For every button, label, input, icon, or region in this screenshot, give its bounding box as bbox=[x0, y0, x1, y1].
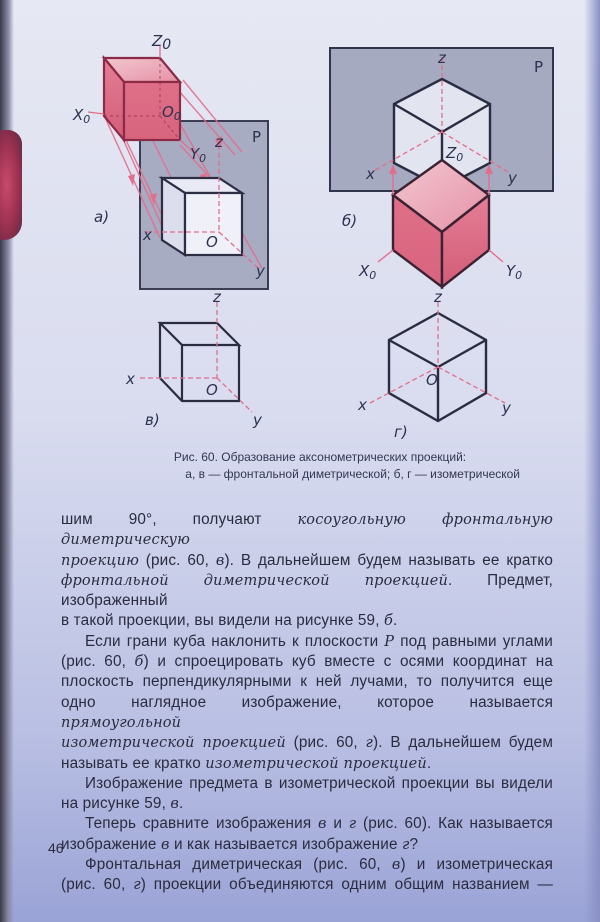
axis-z-label-g: z bbox=[434, 288, 442, 306]
text-line: проекцию (рис. 60, в). В дальнейшем будем называть ее кратко bbox=[61, 551, 553, 569]
axis-z0-label-b: $Z_0$ bbox=[446, 144, 464, 164]
figure-60 bbox=[0, 0, 600, 450]
text-line: изображение в и как называется изображение г? bbox=[61, 835, 419, 853]
origin-label-v: O bbox=[206, 381, 218, 399]
panel-a-label: а) bbox=[94, 208, 110, 226]
cube-v bbox=[160, 323, 239, 401]
caption-line-2: а, в — фронтальной диметрической; б, г — изометрической bbox=[185, 467, 520, 481]
axis-y-label: y bbox=[256, 262, 265, 280]
axis-z0-label: Z0 bbox=[152, 32, 172, 53]
axis-x-label-v: x bbox=[126, 370, 135, 388]
origin-label: O bbox=[206, 233, 218, 251]
projected-cube bbox=[162, 178, 242, 255]
plane-label: P bbox=[252, 128, 262, 146]
axis-x-label-g: x bbox=[358, 396, 367, 414]
origin-o0-label: $O_0$ bbox=[162, 103, 181, 123]
plane-label-b: P bbox=[534, 58, 544, 76]
axis-x0-label: $X_0$ bbox=[73, 106, 91, 126]
panel-g bbox=[357, 288, 512, 441]
panel-a bbox=[72, 32, 268, 289]
text-line: плоскость перпендикулярными к ней лучами, то получится еще bbox=[61, 673, 553, 691]
axis-z-label-b: z bbox=[438, 49, 446, 67]
text-line: Изображение предмета в изометрической проекции вы видели bbox=[85, 774, 553, 792]
figure-caption bbox=[120, 449, 520, 483]
text-line: изометрической проекцией (рис. 60, г). В дальнейшем будем bbox=[61, 734, 553, 752]
text-line: Если грани куба наклонить к плоскости P под равными углами bbox=[85, 632, 554, 650]
axis-x0-label-b: $X_0$ bbox=[359, 262, 377, 282]
axis-y0-label: $Y_0$ bbox=[190, 145, 207, 165]
axis-z-label: z bbox=[215, 133, 223, 151]
caption-line-1: Рис. 60. Образование аксонометрических проекций: bbox=[173, 450, 467, 464]
panel-b bbox=[330, 48, 553, 287]
panel-b-label: б) bbox=[342, 212, 358, 230]
axes-v bbox=[140, 302, 252, 412]
text-line: шим 90°, получают косоугольную фронтальную диметрическую bbox=[61, 511, 553, 549]
text-line: в такой проекции, вы видели на рисунке 59, б. bbox=[61, 612, 398, 630]
panel-v bbox=[125, 288, 263, 429]
text-line: фронтальной диметрической проекцией. Предмет, изображенный bbox=[61, 571, 553, 610]
page-number: 46 bbox=[48, 840, 64, 856]
pink-cube bbox=[104, 58, 180, 140]
text-line: одно наглядное изображение, которое называется прямоугольной bbox=[61, 693, 553, 731]
origin-label-g: O bbox=[426, 371, 438, 389]
text-line: Теперь сравните изображения в и г (рис. 60). Как называется bbox=[85, 815, 553, 833]
panel-v-label: в) bbox=[145, 411, 160, 429]
axis-y-label-v: y bbox=[253, 411, 262, 429]
text-line: называть ее кратко изометрической проекцией. bbox=[61, 754, 432, 772]
body-text bbox=[61, 510, 553, 896]
text-line: на рисунке 59, в. bbox=[61, 795, 184, 813]
axis-x-label-b: x bbox=[366, 165, 375, 183]
axis-y0-label-b: $Y_0$ bbox=[506, 262, 523, 282]
text-line: (рис. 60, г) проекции объединяются одним общим названием — bbox=[61, 876, 554, 894]
panel-g-label: г) bbox=[394, 423, 408, 441]
axis-x-label: x bbox=[143, 226, 152, 244]
text-line: (рис. 60, б) и спроецировать куб вместе с осями координат на bbox=[61, 653, 554, 671]
axis-y-label-g: y bbox=[502, 399, 511, 417]
axis-z-label-v: z bbox=[213, 288, 221, 306]
text-line: Фронтальная диметрическая (рис. 60, в) и изометрическая bbox=[85, 856, 553, 874]
axis-y-label-b: y bbox=[508, 169, 517, 187]
